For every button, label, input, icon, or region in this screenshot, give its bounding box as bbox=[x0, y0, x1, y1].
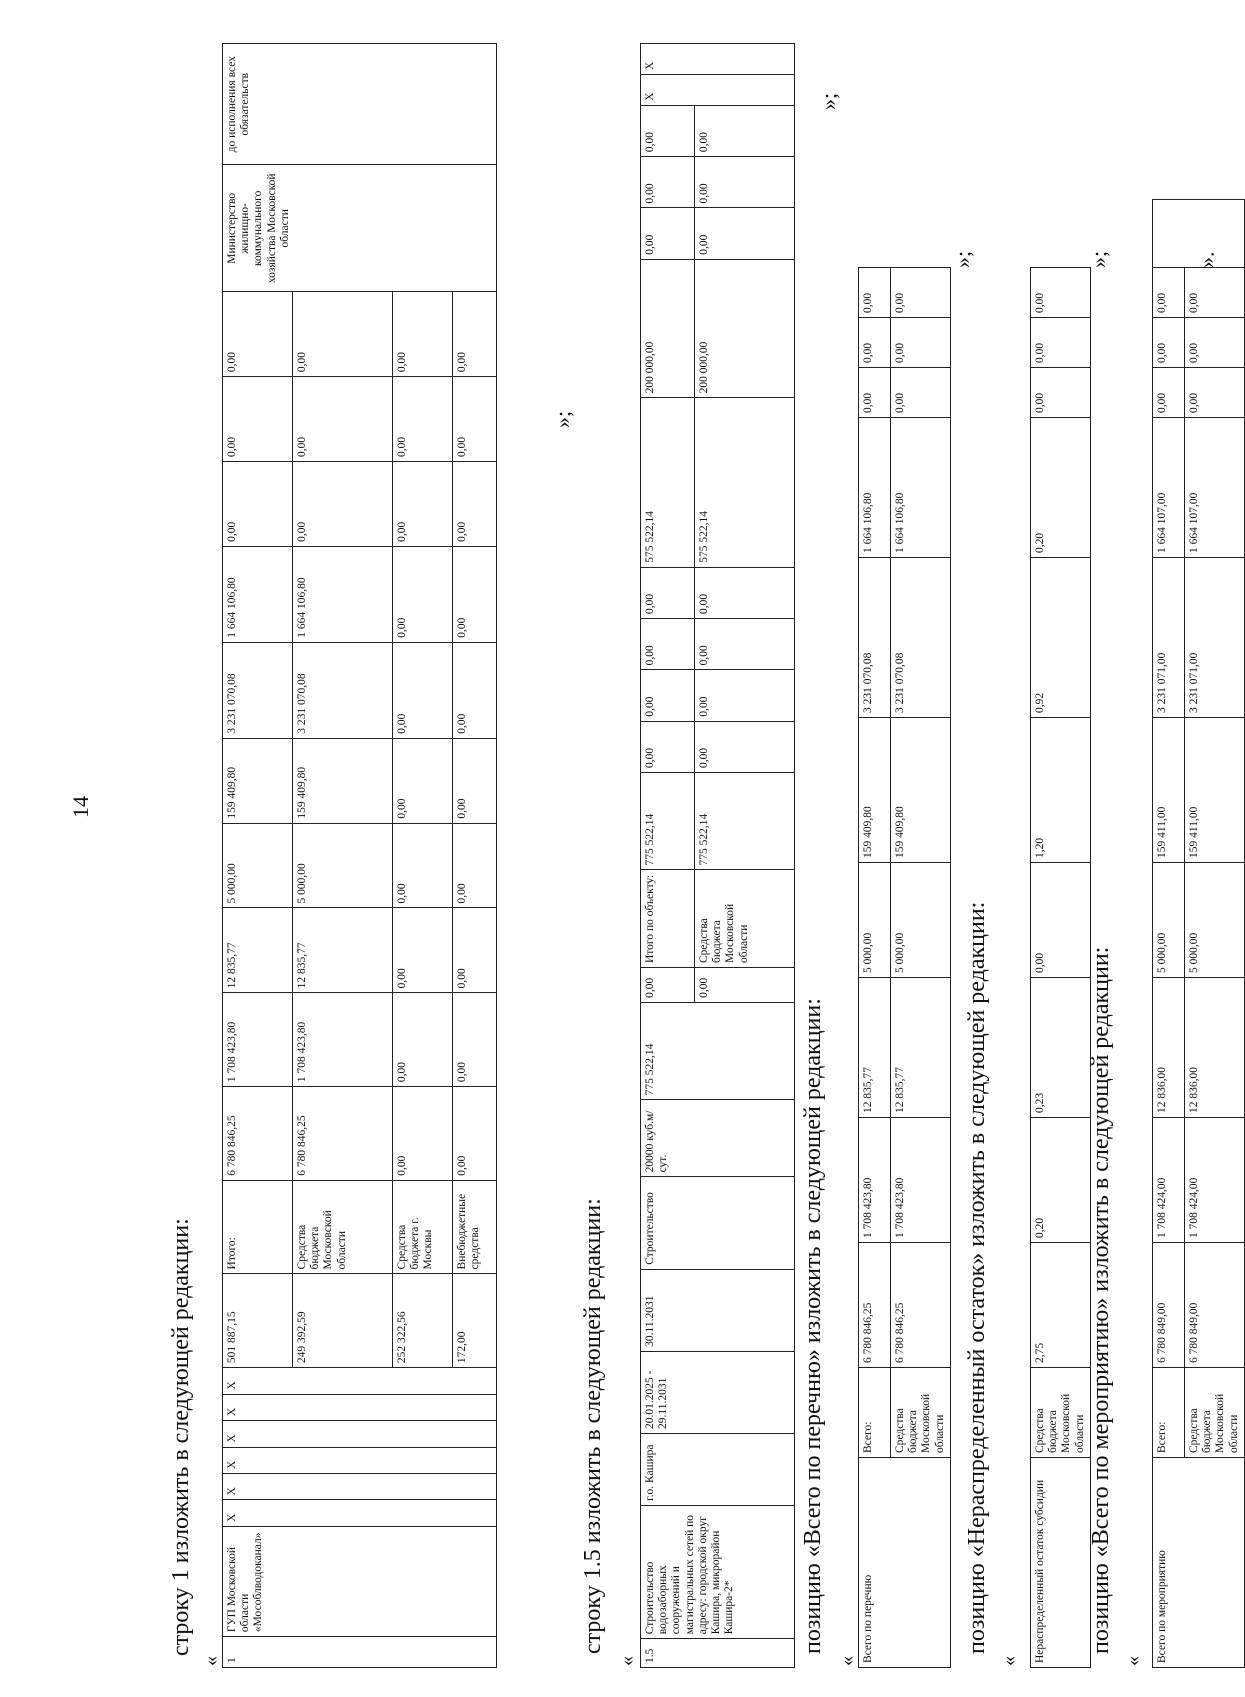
section4-heading: позицию «Нераспределенный остаток» изложить в следующей редакции: bbox=[964, 901, 990, 1654]
value-cell: 5 000,00 bbox=[293, 823, 393, 908]
value-cell: 5 000,00 bbox=[223, 823, 293, 908]
x-mark: X bbox=[223, 1447, 497, 1473]
value-cell: 12 836,00 bbox=[1153, 978, 1185, 1118]
value-cell: 6 780 846,25 bbox=[293, 1087, 393, 1181]
section2-heading: строку 1.5 изложить в следующей редакции: bbox=[580, 1198, 606, 1654]
row-number: 1 bbox=[223, 1637, 497, 1668]
value-cell: 0,20 bbox=[1031, 418, 1091, 558]
value-cell: 5 000,00 bbox=[1153, 863, 1185, 978]
value-cell: 0,00 bbox=[293, 461, 393, 546]
value-cell: 0,00 bbox=[393, 461, 453, 546]
organization-name: ГУП Московской области «Мособлводоканал» bbox=[223, 1526, 497, 1636]
total-cost-cell: 172,00 bbox=[453, 1274, 497, 1368]
value-cell: 3 231 070,08 bbox=[293, 642, 393, 738]
value-cell: 0,00 bbox=[453, 292, 497, 377]
value-cell: 0,00 bbox=[393, 642, 453, 738]
value-cell: 0,00 bbox=[859, 368, 891, 418]
value-cell: 0,00 bbox=[641, 721, 695, 772]
section3-open-quote: « bbox=[836, 1656, 858, 1666]
value-cell: 0,00 bbox=[453, 738, 497, 823]
section3-heading: позицию «Всего по перечню» изложить в следующей редакции: bbox=[800, 998, 826, 1654]
x-mark: X bbox=[223, 1500, 497, 1526]
x-mark: X bbox=[641, 44, 795, 75]
value-cell: 2,75 bbox=[1031, 1243, 1091, 1368]
period-cell: 20.01.2025 - 29.11.2031 bbox=[641, 1351, 795, 1433]
value-cell: 0,00 bbox=[891, 318, 951, 368]
section4-close: »; bbox=[1086, 250, 1111, 268]
value-cell: 6 780 846,25 bbox=[223, 1087, 293, 1181]
work-type-cell: Строительство bbox=[641, 1177, 795, 1269]
value-cell: 3 231 071,00 bbox=[1185, 558, 1245, 718]
value-cell: 159 409,80 bbox=[223, 738, 293, 823]
x-mark: X bbox=[641, 75, 795, 106]
value-cell: 0,00 bbox=[393, 377, 453, 462]
value-cell: 0,00 bbox=[695, 208, 795, 259]
value-cell: 0,00 bbox=[393, 1087, 453, 1181]
section3-close: »; bbox=[950, 250, 975, 268]
section5-open-quote: « bbox=[1122, 1656, 1144, 1666]
value-cell: 0,00 bbox=[1185, 318, 1245, 368]
value-cell: 1 664 106,80 bbox=[293, 546, 393, 642]
source-label: Средства бюджета Московской области bbox=[695, 870, 795, 968]
value-cell: 0,00 bbox=[1153, 368, 1185, 418]
section5-heading: позицию «Всего по мероприятию» изложить в следующей редакции: bbox=[1088, 946, 1114, 1654]
value-cell: 775 522,14 bbox=[695, 772, 795, 870]
value-cell: 6 780 846,25 bbox=[891, 1243, 951, 1368]
value-cell: 0,00 bbox=[453, 546, 497, 642]
value-cell: 0,00 bbox=[859, 268, 891, 318]
value-cell: 1 664 107,00 bbox=[1185, 418, 1245, 558]
value-cell: 200 000,00 bbox=[695, 259, 795, 398]
section1-table bbox=[222, 43, 497, 1668]
value-cell: 0,00 bbox=[293, 377, 393, 462]
value-cell: 0,00 bbox=[223, 377, 293, 462]
value-cell: 1 664 107,00 bbox=[1153, 418, 1185, 558]
source-label: Внебюджетные средства bbox=[453, 1180, 497, 1274]
value-cell: 0,00 bbox=[641, 105, 695, 156]
value-cell: 0,00 bbox=[695, 567, 795, 618]
total-cost-cell: 501 887,15 bbox=[223, 1274, 293, 1368]
value-cell: 3 231 070,08 bbox=[223, 642, 293, 738]
value-cell: 775 522,14 bbox=[641, 772, 695, 870]
value-cell: 0,00 bbox=[641, 670, 695, 721]
value-cell: 0,00 bbox=[393, 823, 453, 908]
value-cell: 5 000,00 bbox=[859, 863, 891, 978]
section2-close: »; bbox=[816, 92, 841, 110]
value-cell: 0,00 bbox=[453, 993, 497, 1087]
section4-table bbox=[1030, 267, 1091, 1668]
value-cell: 0,00 bbox=[695, 619, 795, 670]
value-cell: 0,00 bbox=[223, 292, 293, 377]
value-cell: 6 780 849,00 bbox=[1185, 1243, 1245, 1368]
value-cell: 12 835,77 bbox=[293, 908, 393, 993]
source-label: Средства бюджета Московской области bbox=[293, 1180, 393, 1274]
value-cell: 0,00 bbox=[453, 823, 497, 908]
value-cell: 0,00 bbox=[223, 461, 293, 546]
value-cell: 200 000,00 bbox=[641, 259, 695, 398]
section2-open-quote: « bbox=[616, 1656, 638, 1666]
page-number: 14 bbox=[68, 796, 93, 818]
value-cell: 159 411,00 bbox=[1185, 718, 1245, 863]
value-cell: 6 780 846,25 bbox=[859, 1243, 891, 1368]
value-cell: 0,00 bbox=[1031, 318, 1091, 368]
value-cell: 0,00 bbox=[393, 908, 453, 993]
value-cell: 0,00 bbox=[695, 105, 795, 156]
value-cell: 12 836,00 bbox=[1185, 978, 1245, 1118]
value-cell: 0,00 bbox=[1185, 268, 1245, 318]
value-cell: 575 522,14 bbox=[641, 398, 695, 567]
value-cell: 0,00 bbox=[393, 738, 453, 823]
section5-close: ». bbox=[1194, 251, 1219, 268]
value-cell: 159 409,80 bbox=[859, 718, 891, 863]
value-cell: 1 664 106,80 bbox=[223, 546, 293, 642]
source-label: Средства бюджета Московской области bbox=[891, 1368, 951, 1458]
section1-open-quote: « bbox=[200, 1656, 222, 1666]
value-cell: 1 708 423,80 bbox=[859, 1118, 891, 1243]
x-mark: X bbox=[223, 1473, 497, 1499]
source-label: Итого по объекту: bbox=[641, 870, 695, 968]
source-label: Средства бюджета Московской области bbox=[1031, 1368, 1091, 1458]
section1-close: »; bbox=[550, 410, 575, 428]
value-cell: 0,00 bbox=[695, 721, 795, 772]
value-cell: 1 708 424,00 bbox=[1153, 1118, 1185, 1243]
value-cell: 0,00 bbox=[1031, 863, 1091, 978]
value-cell: 575 522,14 bbox=[695, 398, 795, 567]
capacity-cell: 20000 куб.м/сут. bbox=[641, 1100, 795, 1177]
value-cell: 0,00 bbox=[453, 377, 497, 462]
value-cell: 3 231 071,00 bbox=[1153, 558, 1185, 718]
value-cell: 0,00 bbox=[641, 619, 695, 670]
value-cell: 1 664 106,80 bbox=[859, 418, 891, 558]
total-cost-cell: 252 322,56 bbox=[393, 1274, 453, 1368]
section1-heading: строку 1 изложить в следующей редакции: bbox=[168, 1218, 194, 1656]
value-cell: 12 835,77 bbox=[859, 978, 891, 1118]
section5-table bbox=[1152, 199, 1245, 1668]
value-cell: 0,00 bbox=[1031, 268, 1091, 318]
value-cell: 1 708 423,80 bbox=[293, 993, 393, 1087]
document-body bbox=[160, 28, 1240, 1668]
value-cell: 0,20 bbox=[1031, 1118, 1091, 1243]
value-cell: 0,00 bbox=[859, 318, 891, 368]
total-label: Всего по перечню bbox=[859, 1458, 951, 1668]
value-cell: 0,00 bbox=[641, 567, 695, 618]
cost-cell: 775 522,14 bbox=[641, 1002, 795, 1100]
value-cell: 1 664 106,80 bbox=[891, 418, 951, 558]
source-label: Всего: bbox=[1153, 1368, 1185, 1458]
x-mark: X bbox=[223, 1421, 497, 1447]
value-cell: 5 000,00 bbox=[1185, 863, 1245, 978]
value-cell: 1 708 423,80 bbox=[223, 993, 293, 1087]
value-cell: 0,00 bbox=[891, 368, 951, 418]
value-cell: 159 411,00 bbox=[1153, 718, 1185, 863]
section2-table bbox=[640, 43, 795, 1668]
remainder-label: Нераспределенный остаток субсидии bbox=[1031, 1458, 1091, 1668]
end-date-cell: 30.11.2031 bbox=[641, 1269, 795, 1351]
value-cell: 5 000,00 bbox=[891, 863, 951, 978]
value-cell: 0,00 bbox=[293, 292, 393, 377]
source-label: Средства бюджета Московской области bbox=[1185, 1368, 1245, 1458]
value-cell: 0,00 bbox=[393, 546, 453, 642]
place-cell: г.о. Кашира bbox=[641, 1433, 795, 1505]
value-cell: 0,00 bbox=[1031, 368, 1091, 418]
value-cell: 159 409,80 bbox=[293, 738, 393, 823]
total-cost-cell: 249 392,59 bbox=[293, 1274, 393, 1368]
value-cell: 0,00 bbox=[453, 908, 497, 993]
value-cell: 0,00 bbox=[1185, 368, 1245, 418]
source-label: Средства бюджета г. Москвы bbox=[393, 1180, 453, 1274]
x-mark: X bbox=[223, 1368, 497, 1394]
value-cell: 0,00 bbox=[393, 292, 453, 377]
value-cell: 3 231 070,08 bbox=[859, 558, 891, 718]
value-cell: 3 231 070,08 bbox=[891, 558, 951, 718]
row-number: 1.5 bbox=[641, 1639, 795, 1668]
x-mark: X bbox=[223, 1394, 497, 1420]
value-cell: 12 835,77 bbox=[223, 908, 293, 993]
source-label: Итого: bbox=[223, 1180, 293, 1274]
source-label: Всего: bbox=[859, 1368, 891, 1458]
value-cell: 0,00 bbox=[695, 157, 795, 208]
value-cell: 0,00 bbox=[641, 208, 695, 259]
value-cell: 0,00 bbox=[891, 268, 951, 318]
section3-table bbox=[858, 267, 951, 1668]
total-label: Всего по мероприятию bbox=[1153, 1458, 1245, 1668]
value-cell: 6 780 849,00 bbox=[1153, 1243, 1185, 1368]
value-cell: 0,00 bbox=[393, 993, 453, 1087]
value-cell: 0,00 bbox=[695, 670, 795, 721]
value-cell: 1,20 bbox=[1031, 718, 1091, 863]
value-cell: 0,00 bbox=[453, 642, 497, 738]
ministry-cell: Министерство жилищно-коммунального хозяйства Московской области bbox=[223, 165, 497, 292]
value-cell: 0,00 bbox=[453, 1087, 497, 1181]
value-cell: 0,92 bbox=[1031, 558, 1091, 718]
value-cell: 0,23 bbox=[1031, 978, 1091, 1118]
value-cell: 12 835,77 bbox=[891, 978, 951, 1118]
value-cell: 0,00 bbox=[1153, 318, 1185, 368]
value-cell: 0,00 bbox=[695, 968, 795, 1003]
value-cell: 0,00 bbox=[641, 157, 695, 208]
object-name: Строительство водозаборных сооружений и магистральных сетей по адресу: городской округ Кашира, микрорайон Кашира-2* bbox=[641, 1505, 795, 1638]
section4-open-quote: « bbox=[998, 1656, 1020, 1666]
value-cell: 0,00 bbox=[1153, 268, 1185, 318]
value-cell: 159 409,80 bbox=[891, 718, 951, 863]
value-cell: 1 708 424,00 bbox=[1185, 1118, 1245, 1243]
value-cell: 1 708 423,80 bbox=[891, 1118, 951, 1243]
value-cell: 0,00 bbox=[453, 461, 497, 546]
value-cell: 0,00 bbox=[641, 968, 695, 1003]
deadline-cell: до исполнения всех обязательств bbox=[223, 44, 497, 165]
